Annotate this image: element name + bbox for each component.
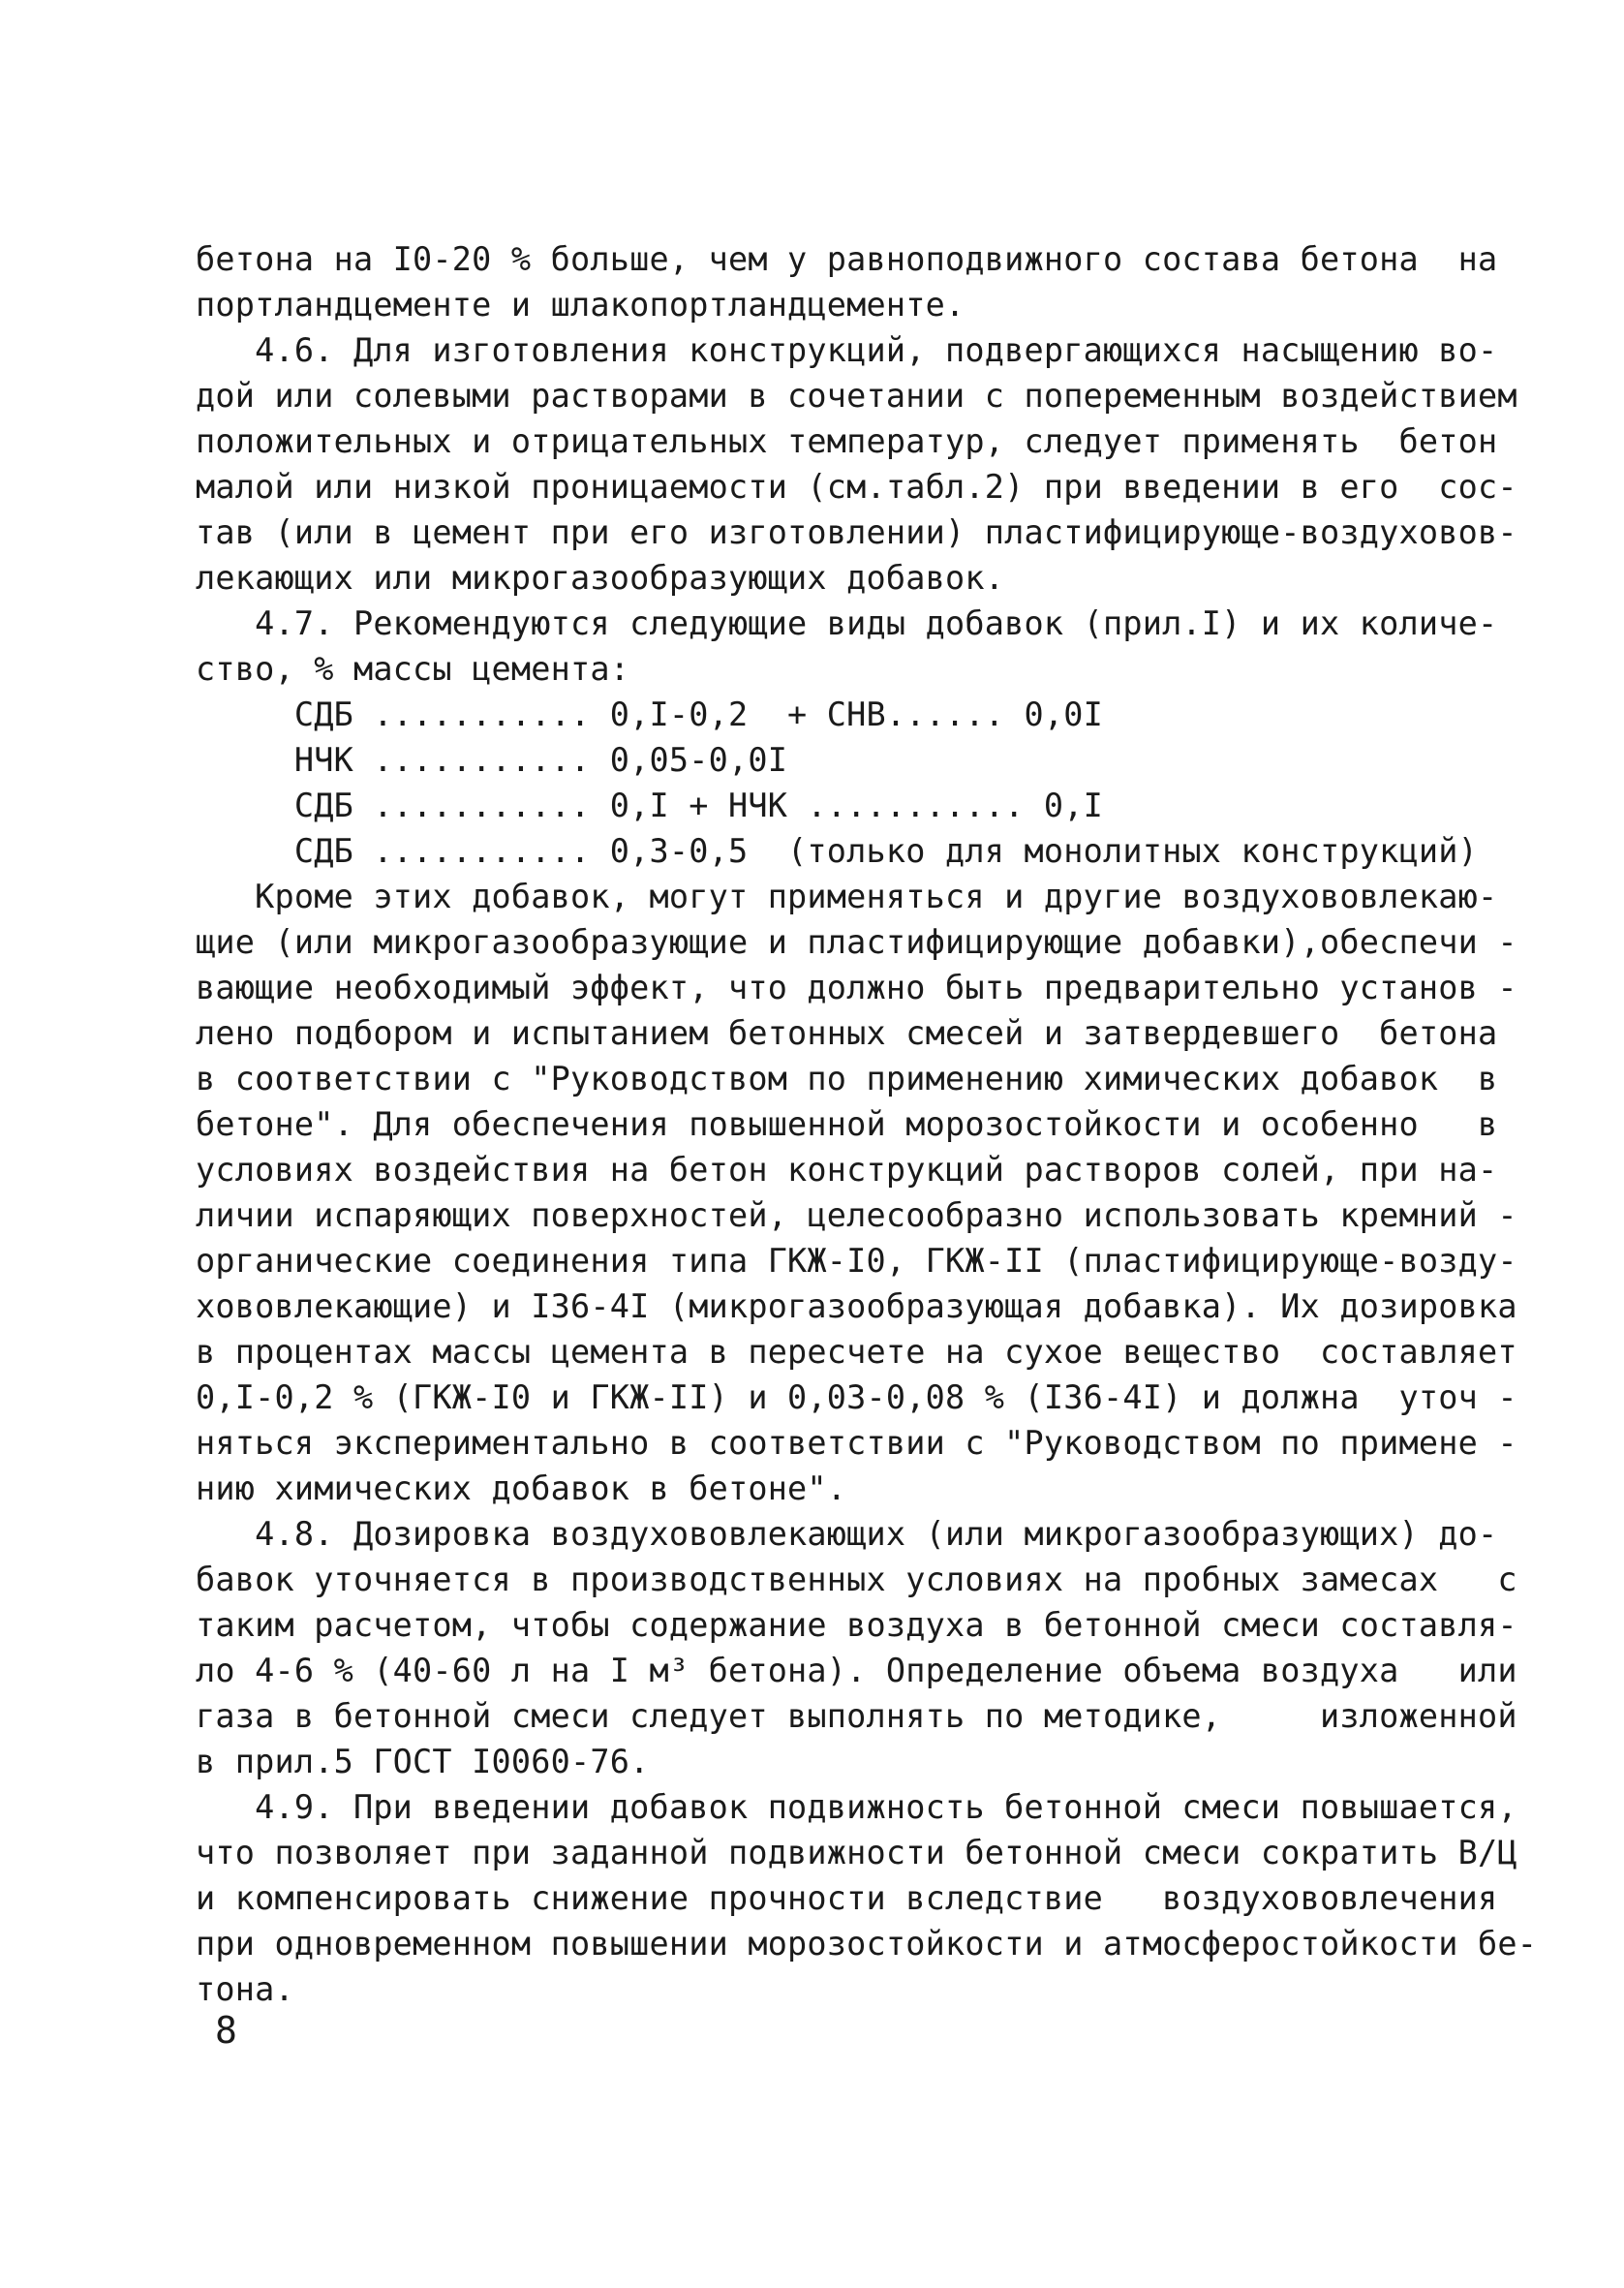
text-line: 4.6. Для изготовления конструкций, подвергающихся насыщению во- xyxy=(196,331,1498,369)
text-line: тав (или в цемент при его изготовлении) пластифицирующе-воздуховов- xyxy=(196,513,1517,551)
text-line: портландцементе и шлакопортландцементе. xyxy=(196,286,965,324)
text-line: органические соединения типа ГКЖ-I0, ГКЖ-II (пластифицирующе-возду- xyxy=(196,1242,1517,1280)
text-line: Кроме этих добавок, могут применяться и другие воздухововлекаю- xyxy=(196,878,1498,915)
text-line: хововлекающие) и I36-4I (микрогазообразующая добавка). Их дозировка xyxy=(196,1287,1517,1325)
text-line: условиях воздействия на бетон конструкций растворов солей, при на- xyxy=(196,1151,1498,1189)
text-line: 4.7. Рекомендуются следующие виды добавок (прил.I) и их количе- xyxy=(196,604,1498,642)
text-line: газа в бетонной смеси следует выполнять по методике, изложенной xyxy=(196,1697,1517,1735)
text-line: нию химических добавок в бетоне". xyxy=(196,1469,847,1507)
page-number: 8 xyxy=(215,2009,237,2052)
text-line: что позволяет при заданной подвижности бетонной смеси сократить В/Ц xyxy=(196,1834,1517,1871)
text-line: таким расчетом, чтобы содержание воздуха в бетонной смеси составля- xyxy=(196,1606,1517,1644)
text-line: бетоне". Для обеспечения повышенной морозостойкости и особенно в xyxy=(196,1105,1498,1143)
text-line: СДБ ........... 0,I-0,2 + СНВ...... 0,0I xyxy=(196,696,1103,733)
text-line: вающие необходимый эффект, что должно быть предварительно установ - xyxy=(196,969,1517,1006)
text-line: щие (или микрогазообразующие и пластифицирующие добавки),обеспечи - xyxy=(196,923,1517,961)
text-line: в процентах массы цемента в пересчете на сухое вещество составляет xyxy=(196,1333,1517,1371)
text-line: 0,I-0,2 % (ГКЖ-I0 и ГКЖ-II) и 0,03-0,08 % (I36-4I) и должна уточ - xyxy=(196,1378,1517,1416)
text-line: личии испаряющих поверхностей, целесообразно использовать кремний - xyxy=(196,1196,1517,1234)
text-line: ство, % массы цемента: xyxy=(196,650,630,688)
text-line: няться экспериментально в соответствии с "Руководством по примене - xyxy=(196,1424,1517,1462)
text-line: 4.8. Дозировка воздухововлекающих (или микрогазообразующих) до- xyxy=(196,1515,1498,1553)
text-line: лекающих или микрогазообразующих добавок. xyxy=(196,559,1005,597)
text-line: при одновременном повышении морозостойкости и атмосферостойкости бе- xyxy=(196,1925,1538,1963)
text-line: в соответствии с "Руководством по применению химических добавок в xyxy=(196,1060,1498,1098)
text-line: дой или солевыми растворами в сочетании с попеременным воздействием xyxy=(196,377,1517,415)
text-line: лено подбором и испытанием бетонных смесей и затвердевшего бетона xyxy=(196,1014,1498,1052)
text-line: и компенсировать снижение прочности вследствие воздухововлечения xyxy=(196,1879,1498,1917)
text-line: тона. xyxy=(196,1970,294,2008)
text-line: малой или низкой проницаемости (см.табл.2) при введении в его сос- xyxy=(196,468,1517,506)
text-line: бавок уточняется в производственных условиях на пробных замесах с xyxy=(196,1561,1517,1598)
text-line: ло 4-6 % (40-60 л на I м³ бетона). Определение объема воздуха или xyxy=(196,1652,1517,1689)
text-line: в прил.5 ГОСТ I0060-76. xyxy=(196,1743,650,1780)
text-line: СДБ ........... 0,3-0,5 (только для монолитных конструкций) xyxy=(196,832,1478,870)
text-line: 4.9. При введении добавок подвижность бетонной смеси повышается, xyxy=(196,1788,1517,1826)
text-line: СДБ ........... 0,I + НЧК ........... 0,I xyxy=(196,787,1103,824)
text-line: бетона на I0-20 % больше, чем у равноподвижного состава бетона на xyxy=(196,240,1498,278)
text-line: НЧК ........... 0,05-0,0I xyxy=(196,741,788,779)
text-line: положительных и отрицательных температур, следует применять бетон xyxy=(196,422,1498,460)
